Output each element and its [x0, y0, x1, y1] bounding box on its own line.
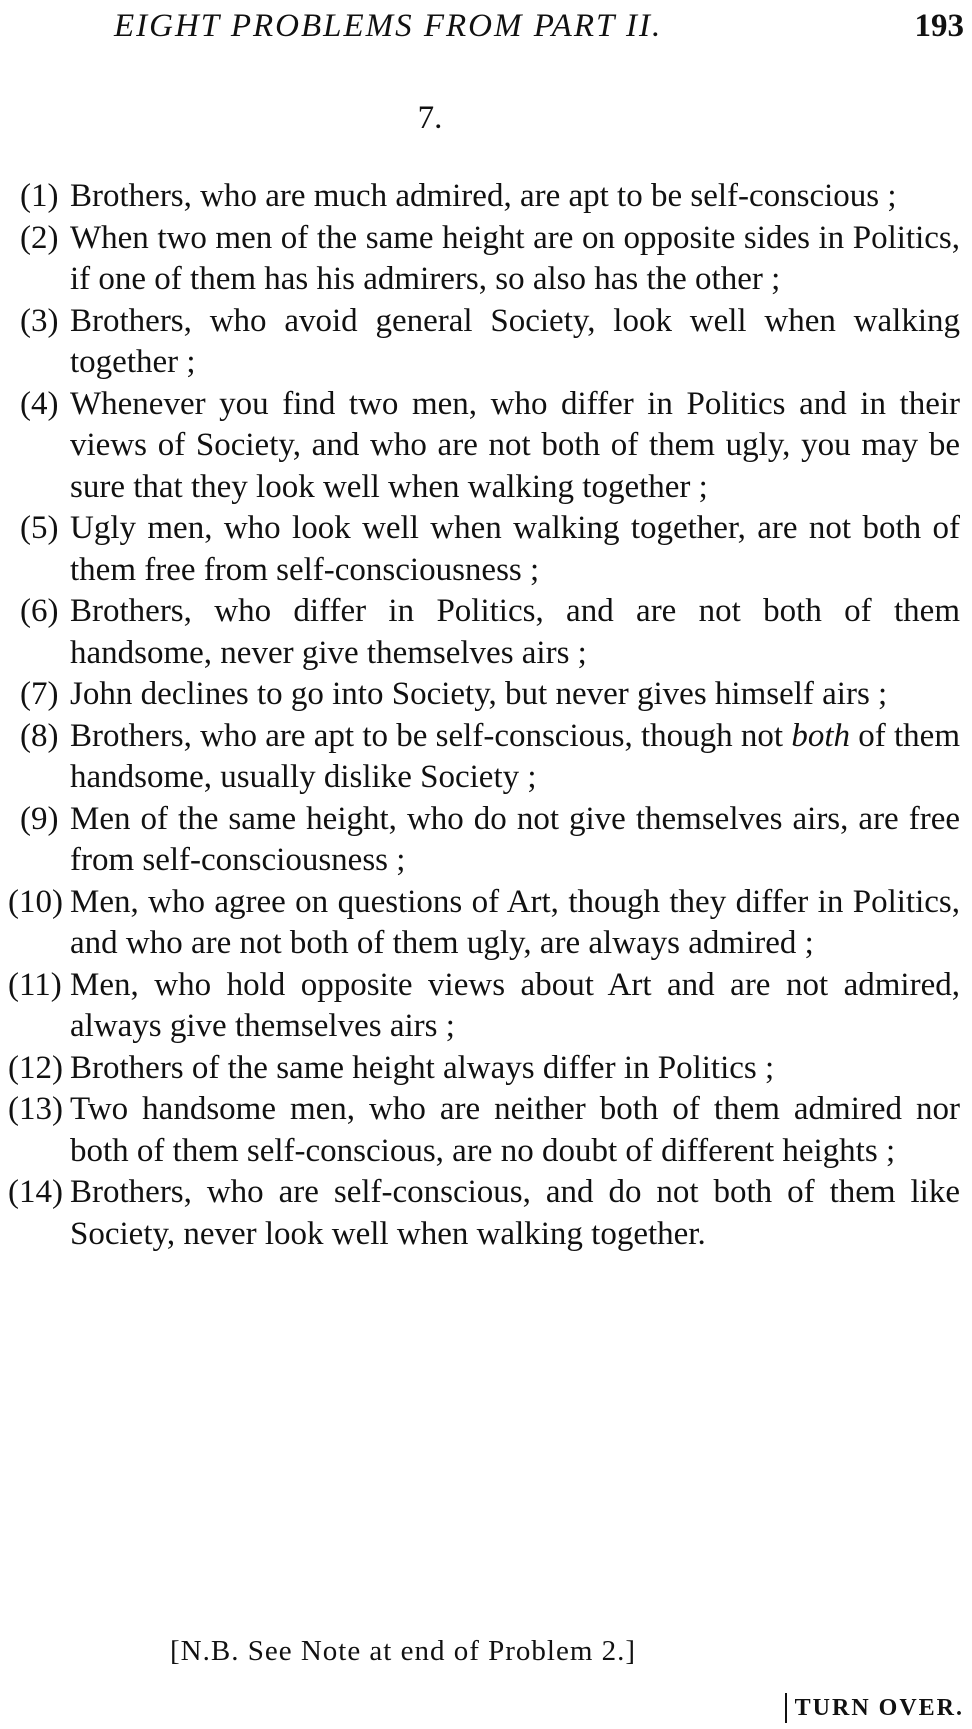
premise-number: (10)	[8, 883, 63, 920]
premise-text: When two men of the same height are on opposite sides in Politics, if one of them has his admirers, so also has the other ;	[70, 219, 960, 297]
premise-10	[10, 882, 960, 965]
premise-number: (1)	[20, 178, 59, 214]
premise-number: (5)	[20, 510, 59, 546]
premise-text: John declines to go into Society, but never gives himself airs ;	[70, 676, 888, 712]
premise-11	[10, 965, 960, 1048]
page-number: 193	[914, 8, 964, 44]
premise-text: Ugly men, who look well when walking together, are not both of them free from self-consciousness ;	[70, 510, 960, 588]
running-title: EIGHT PROBLEMS FROM PART II.	[114, 8, 663, 44]
premise-4	[10, 384, 960, 509]
catchword: TURN OVER.	[785, 1693, 964, 1723]
premise-5	[10, 508, 960, 591]
premise-text: Men of the same height, who do not give themselves airs, are free from self-consciousness ;	[70, 800, 960, 878]
page-header	[0, 8, 972, 56]
premise-text: Men, who hold opposite views about Art and are not admired, always give themselves airs ;	[70, 966, 960, 1044]
premise-text: Men, who agree on questions of Art, though they differ in Politics, and who are not both of them ugly, are always admired ;	[70, 883, 960, 961]
premise-7	[10, 674, 960, 716]
premise-number: (2)	[20, 219, 59, 256]
premise-text: Two handsome men, who are neither both of them admired nor both of them self-conscious, are no doubt of different heights ;	[70, 1091, 960, 1169]
premise-text: Brothers, who are much admired, are apt to be self-conscious ;	[70, 178, 897, 214]
premise-number: (8)	[20, 717, 59, 754]
premise-2	[10, 218, 960, 301]
premise-number: (14)	[8, 1174, 63, 1210]
premise-14	[10, 1172, 960, 1255]
premise-text: Brothers, who are self-conscious, and do not both of them like Society, never look well when walking together.	[70, 1174, 960, 1252]
premise-text: Brothers, who differ in Politics, and are not both of them handsome, never give themselves airs ;	[70, 593, 960, 671]
premise-text: Brothers of the same height always differ in Politics ;	[70, 1049, 775, 1086]
problem-number: 7.	[417, 100, 443, 136]
premise-number: (9)	[20, 800, 59, 837]
premise-13	[10, 1089, 960, 1172]
emphasized-word: both	[791, 717, 850, 754]
premise-number: (6)	[20, 593, 59, 629]
footnote: [N.B. See Note at end of Problem 2.]	[170, 1635, 637, 1667]
premise-number: (12)	[8, 1049, 63, 1086]
premise-number: (11)	[8, 966, 62, 1003]
premise-number: (13)	[8, 1091, 63, 1127]
premise-12	[10, 1048, 960, 1090]
premise-1	[10, 176, 960, 218]
premise-text-after: of them handsome, usually dislike Society ;	[70, 717, 960, 795]
premise-text-before: Brothers, who are apt to be self-conscious, though not	[70, 717, 792, 754]
premise-list	[10, 176, 960, 1255]
premise-3	[10, 301, 960, 384]
premise-number: (3)	[20, 302, 59, 339]
premise-number: (7)	[20, 676, 59, 712]
premise-text	[70, 716, 960, 799]
premise-9	[10, 799, 960, 882]
premise-number: (4)	[20, 385, 59, 422]
premise-text: Brothers, who avoid general Society, look well when walking together ;	[70, 302, 960, 380]
premise-text: Whenever you find two men, who differ in Politics and in their views of Society, and who are not both of them ugly, you may be sure that they look well when walking together ;	[70, 385, 960, 505]
premise-6	[10, 591, 960, 674]
premise-8	[10, 716, 960, 799]
